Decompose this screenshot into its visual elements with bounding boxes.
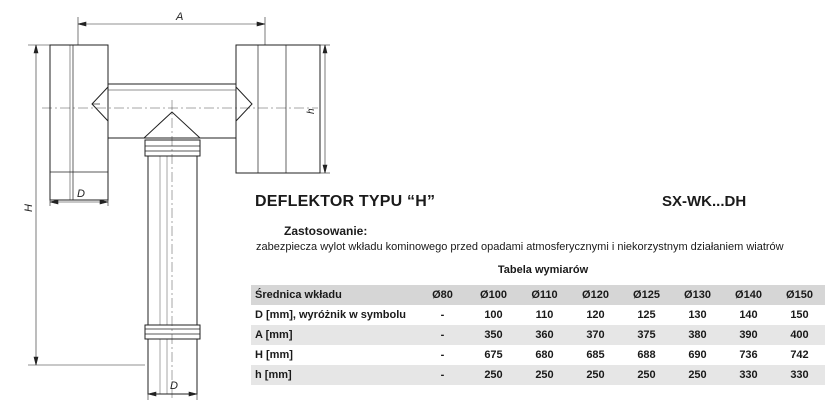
table-cell: 250	[519, 365, 570, 385]
table-cell: -	[417, 325, 468, 345]
dim-d-top-label: D	[77, 188, 85, 200]
table-cell: 150	[790, 309, 809, 321]
table-cell: 685	[586, 349, 605, 361]
product-code: SX-WK...DH	[662, 193, 747, 210]
table-cell: 330	[774, 365, 825, 385]
usage-label: Zastosowanie:	[284, 224, 368, 238]
dim-h-total-label: H	[23, 204, 35, 212]
usage-text: zabezpiecza wylot wkładu kominowego przed opadami atmosferycznymi i niekorzystnym działaniem wiatrów	[256, 241, 784, 253]
header-cell: Ø100	[468, 285, 519, 305]
row-label: H [mm]	[255, 349, 293, 361]
product-title: DEFLEKTOR TYPU “H”	[255, 193, 436, 210]
header-cell: Ø150	[774, 285, 825, 305]
table-cell: 330	[723, 365, 774, 385]
table-cell: 736	[739, 349, 758, 361]
table-cell: 250	[621, 365, 672, 385]
row-label: D [mm], wyróżnik w symbolu	[255, 309, 406, 321]
dimension-a	[78, 17, 265, 45]
row-label: h [mm]	[251, 365, 417, 385]
table-cell: 370	[570, 325, 621, 345]
table-cell: 680	[535, 349, 554, 361]
table-row	[251, 305, 825, 325]
table-cell: -	[417, 365, 468, 385]
table-cell: 690	[688, 349, 707, 361]
table-cell: 250	[672, 365, 723, 385]
table-cell: 380	[672, 325, 723, 345]
table-row	[251, 325, 825, 345]
table-cell: 120	[586, 309, 605, 321]
row-label: A [mm]	[251, 325, 417, 345]
dimension-d-top	[50, 200, 108, 206]
header-cell: Ø130	[672, 285, 723, 305]
table-cell: 125	[637, 309, 656, 321]
table-cell: 375	[621, 325, 672, 345]
left-head	[50, 45, 108, 200]
dim-d-bottom-label: D	[170, 380, 178, 392]
table-cell: 742	[790, 349, 809, 361]
table-cell: 250	[570, 365, 621, 385]
header-cell: Ø80	[417, 285, 468, 305]
dimension-h-head	[320, 45, 330, 173]
vertical-pipe	[145, 140, 200, 394]
table-row	[251, 365, 825, 385]
header-cell: Ø110	[519, 285, 570, 305]
table-cell: -	[440, 349, 445, 361]
table-row	[251, 345, 825, 365]
header-cell: Ø125	[621, 285, 672, 305]
dim-a-label: A	[176, 11, 184, 23]
table-cell: 130	[688, 309, 707, 321]
table-cell: 100	[484, 309, 503, 321]
table-caption: Tabela wymiarów	[497, 264, 589, 276]
dim-h-head-label: h	[306, 108, 317, 114]
table-cell: 360	[519, 325, 570, 345]
table-cell: 400	[774, 325, 825, 345]
header-cell: Ø140	[723, 285, 774, 305]
table-cell: 390	[723, 325, 774, 345]
table-cell: 110	[535, 309, 554, 321]
header-cell: Średnica wkładu	[251, 285, 417, 305]
table-cell: 250	[468, 365, 519, 385]
table-cell: 140	[739, 309, 758, 321]
table-header-row	[251, 285, 825, 305]
table-cell: 675	[484, 349, 503, 361]
table-cell: 350	[468, 325, 519, 345]
dimensions-table	[251, 285, 825, 385]
table-cell: -	[440, 309, 445, 321]
header-cell: Ø120	[570, 285, 621, 305]
table-cell: 688	[637, 349, 656, 361]
